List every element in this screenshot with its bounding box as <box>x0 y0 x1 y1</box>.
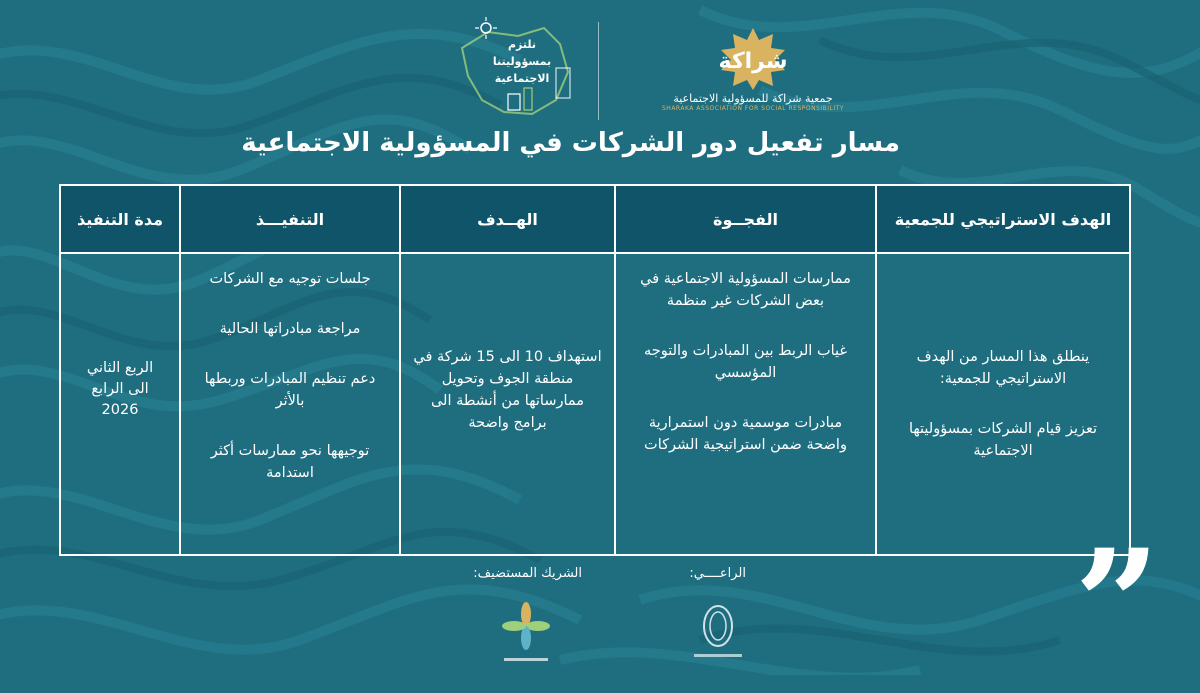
implementation-item-2: مراجعة مبادراتها الحالية <box>219 321 361 337</box>
commitment-logo <box>448 14 588 124</box>
page-title: مسار تفعيل دور الشركات في المسؤولية الاجتماعية <box>241 128 900 158</box>
logo-divider <box>598 22 599 120</box>
header-strategic-goal: الهدف الاستراتيجي للجمعية <box>894 209 1112 229</box>
header-goal: الهــدف <box>477 209 538 229</box>
sponsor-label: الراعــــي: <box>689 566 746 581</box>
cell-duration <box>61 254 179 554</box>
header-implementation: التنفيـــذ <box>255 209 325 229</box>
table-header-row <box>61 186 1129 254</box>
implementation-item-4: توجيهها نحو ممارسات أكثر استدامة <box>210 443 370 481</box>
org-name-ar: جمعية شراكة للمسؤولية الاجتماعية <box>673 92 833 105</box>
implementation-item-1: جلسات توجيه مع الشركات <box>209 271 371 287</box>
sharaka-star-icon <box>703 26 803 90</box>
header-duration: مدة التنفيذ <box>77 209 164 229</box>
column-divider <box>875 186 877 554</box>
column-divider <box>179 186 181 554</box>
implementation-item-3: دعم تنظيم المبادرات وربطها بالأثر <box>204 371 376 409</box>
cell-strategic-goal <box>877 254 1129 554</box>
duration-line-1: الربع الثاني <box>86 360 154 376</box>
org-name-en: SHARAKA ASSOCIATION FOR SOCIAL RESPONSIBILITY <box>662 105 844 112</box>
cell-implementation <box>181 254 399 554</box>
cell-goal <box>401 254 614 554</box>
commitment-line-2: بمسؤوليتنا <box>492 55 552 68</box>
duration-line-2: الى الرابع <box>91 381 149 397</box>
commitment-line-3: الاجتماعية <box>494 72 550 85</box>
sponsor-logo <box>686 600 750 668</box>
gap-item-1: ممارسات المسؤولية الاجتماعية في بعض الشركات غير منظمة <box>640 271 851 309</box>
strategic-goal-intro: ينطلق هذا المسار من الهدف الاستراتيجي للجمعية: <box>916 349 1090 387</box>
gap-item-3: مبادرات موسمية دون استمرارية واضحة ضمن استراتيجية الشركات <box>644 415 847 453</box>
header-gap: الفجــوة <box>713 209 778 229</box>
host-partner-logo <box>494 600 558 668</box>
strategic-goal-text: تعزيز قيام الشركات بمسؤوليتها الاجتماعية <box>908 421 1098 459</box>
cell-gap <box>616 254 875 554</box>
commitment-line-1: نلتزم <box>507 38 536 51</box>
commitment-logo-text <box>472 36 572 87</box>
goal-text: استهداف 10 الى 15 شركة في منطقة الجوف وتحويل ممارساتها من أنشطة الى برامج واضحة <box>413 349 602 431</box>
duration-year: 2026 <box>101 402 139 418</box>
plan-table <box>59 184 1131 556</box>
gap-item-2: غياب الربط بين المبادرات والتوجه المؤسسي <box>644 343 847 381</box>
quote-mark-icon: ” <box>1074 517 1161 693</box>
host-partner-label: الشريك المستضيف: <box>473 566 582 581</box>
column-divider <box>614 186 616 554</box>
column-divider <box>399 186 401 554</box>
sharaka-logo-word: شراكة <box>718 49 788 74</box>
sharaka-logo <box>628 26 878 122</box>
table-body-row <box>61 254 1129 554</box>
